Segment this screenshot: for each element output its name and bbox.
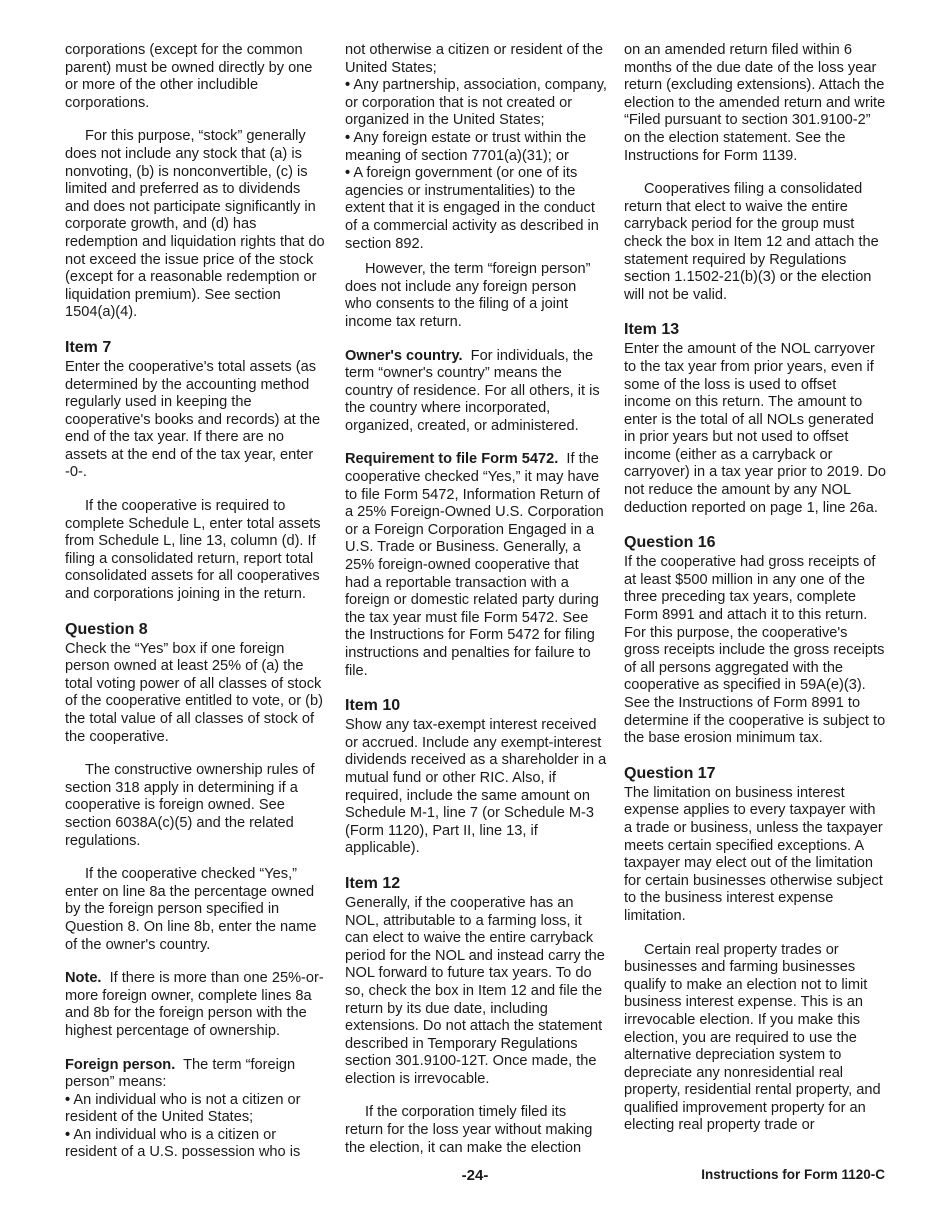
bullet-item <box>345 165 607 253</box>
heading-question-16: Question 16 <box>624 534 716 552</box>
column-middle <box>345 42 607 1173</box>
bullet-text: An individual who is not a citizen or resident of the United States; <box>65 1091 301 1126</box>
bullet-item <box>345 130 607 165</box>
bullet-icon: • <box>65 1126 71 1143</box>
heading-question-8: Question 8 <box>65 620 148 638</box>
paragraph: Show any tax-exempt interest received or accrued. Include any exempt-interest dividends received as a shareholder in a mutual fund or other RIC. Also, if required, include the same amount on Schedule M-1, line 7 (or Schedule M-3 (Form 1120), Part II, line 13, if applicable). <box>345 717 607 857</box>
bullet-icon: • <box>345 165 351 182</box>
note-text: If there is more than one 25%-or-more foreign owner, complete lines 8a and 8b for the foreign person with the highest percentage of ownership. <box>65 970 324 1039</box>
bullet-item <box>65 1092 327 1127</box>
bullet-item <box>65 1127 327 1162</box>
owners-country-text: For individuals, the term “owner's country” means the country of residence. For all others, it is the country where incorporated, organized, created, or administered. <box>345 347 600 434</box>
owners-country-paragraph <box>345 348 607 436</box>
owners-country-label: Owner's country. <box>345 347 463 364</box>
paragraph: If the corporation timely filed its return for the loss year without making the election, it can make the election <box>345 1104 593 1156</box>
paragraph: The constructive ownership rules of section 318 apply in determining if a cooperative is foreign owned. See section 6038A(c)(5) and the related regulations. <box>65 762 315 849</box>
foreign-person-paragraph <box>65 1057 327 1092</box>
column-right <box>624 42 886 1151</box>
heading-item-7: Item 7 <box>65 338 112 356</box>
paragraph: However, the term “foreign person” does not include any foreign person who consents to the filing of a joint income tax return. <box>345 261 591 330</box>
paragraph: The limitation on business interest expense applies to every taxpayer with a trade or business, unless the taxpayer meets certain specified exceptions. A taxpayer may elect out of the limitation for certain businesses otherwise subject to the business interest expense limitation. <box>624 784 883 924</box>
paragraph: Enter the cooperative's total assets (as determined by the accounting method regularly used in keeping the cooperative's books and records) at the end of the tax year. If there are no assets at the end of the tax year, enter -0-. <box>65 358 321 481</box>
paragraph: If the cooperative had gross receipts of at least $500 million in any one of the three preceding tax years, complete Form 8991 and attach it to this return. For this purpose, the cooperative's gross receipts include the gross receipts of all persons aggregated with the cooperative as specified in 59A(e)(3). See the Instructions of Form 8991 to determine if the cooperative is subject to the base erosion minimum tax. <box>624 554 886 747</box>
heading-item-10: Item 10 <box>345 697 401 715</box>
heading-item-12: Item 12 <box>345 874 401 892</box>
paragraph: Certain real property trades or businesses and farming businesses qualify to make an election not to limit business interest expense. This is an irrevocable election. If you make this election, you are required to use the alternative depreciation system to depreciate any nonresidential real property, residential rental property, and qualified improvement property for an electing real property trade or <box>624 941 881 1134</box>
bullet-icon: • <box>345 129 351 146</box>
bullet-item <box>345 77 607 130</box>
paragraph: Check the “Yes” box if one foreign person owned at least 25% of (a) the total voting power of all classes of stock of the cooperative entitled to vote, or (b) the total value of all classes of stock of the cooperative. <box>65 640 323 745</box>
document-title: Instructions for Form 1120-C <box>701 1167 885 1182</box>
foreign-person-label: Foreign person. <box>65 1056 176 1073</box>
paragraph: Cooperatives filing a consolidated return that elect to waive the entire carryback period for the group must check the box in Item 12 and attach the statement required by Regulations section 1.1502-21(b)(3) or the election will not be valid. <box>624 181 879 303</box>
paragraph: If the cooperative checked “Yes,” enter on line 8a the percentage owned by the foreign person specified in Question 8. On line 8b, enter the name of the owner's country. <box>65 866 317 953</box>
note-paragraph <box>65 970 327 1040</box>
paragraph: corporations (except for the common parent) must be owned directly by one or more of the other includible corporations. <box>65 42 313 111</box>
page-number: -24- <box>461 1167 489 1184</box>
paragraph: If the cooperative is required to complete Schedule L, enter total assets from Schedule L, line 13, column (d). If filing a consolidated return, report total consolidated assets for all cooperatives and corporations joining in the return. <box>65 498 321 603</box>
heading-question-17: Question 17 <box>624 764 716 782</box>
requirement-paragraph <box>345 451 607 680</box>
paragraph: on an amended return filed within 6 months of the due date of the loss year return (excluding extensions). Attach the election to the amended return and write “Filed pursuant to section 301.9100-2” on the election statement. See the Instructions for Form 1139. <box>624 42 886 164</box>
bullet-text: Any partnership, association, company, or corporation that is not created or organized in the United States; <box>345 77 607 129</box>
bullet-text: A foreign government (or one of its agencies or instrumentalities) to the extent that it is engaged in the conduct of a commercial activity as described in section 892. <box>345 165 599 252</box>
paragraph: not otherwise a citizen or resident of the United States; <box>345 42 603 76</box>
bullet-icon: • <box>345 77 351 94</box>
bullet-text: An individual who is a citizen or resident of a U.S. possession who is <box>65 1126 301 1161</box>
column-left <box>65 42 327 1162</box>
bullet-icon: • <box>65 1091 71 1108</box>
bullet-text: Any foreign estate or trust within the meaning of section 7701(a)(31); or <box>345 129 587 164</box>
note-label: Note. <box>65 970 102 987</box>
requirement-text: If the cooperative checked “Yes,” it may have to file Form 5472, Information Return of a 25% Foreign-Owned U.S. Corporation or a Foreign Corporation Engaged in a U.S. Trade or Business. Generally, a 25% foreign-owned cooperative that had a reportable transaction with a foreign or domestic related party during the tax year must file Form 5472. See the Instructions for Form 5472 for filing instructions and penalties for failure to file. <box>345 451 604 679</box>
paragraph: Generally, if the cooperative has an NOL, attributable to a farming loss, it can elect to waive the entire carryback period for the NOL and instead carry the NOL forward to future tax years. To do so, check the box in Item 12 and file the return by its due date, including extensions. Do not attach the statement described in Temporary Regulations section 301.9100-12T. Once made, the election is irrevocable. <box>345 894 605 1087</box>
paragraph: Enter the amount of the NOL carryover to the tax year from prior years, even if some of the loss is used to offset income on this return. The amount to enter is the total of all NOLs generated in prior years but not used to offset income (either as a carryback or carryover) in a tax year prior to 2019. Do not reduce the amount by any NOL deduction reported on page 1, line 26a. <box>624 341 886 516</box>
paragraph: For this purpose, “stock” generally does not include any stock that (a) is nonvoting, (b) is nonconvertible, (c) is limited and preferred as to dividends and does not participate significantly in corporate growth, and (d) has redemption and liquidation rights that do not exceed the issue price of the stock (except for a reasonable redemption or liquidation premium). See section 1504(a)(4). <box>65 128 325 321</box>
heading-item-13: Item 13 <box>624 321 680 339</box>
requirement-label: Requirement to file Form 5472. <box>345 451 559 468</box>
foreign-person-text: The term “foreign person” means: <box>65 1056 296 1091</box>
